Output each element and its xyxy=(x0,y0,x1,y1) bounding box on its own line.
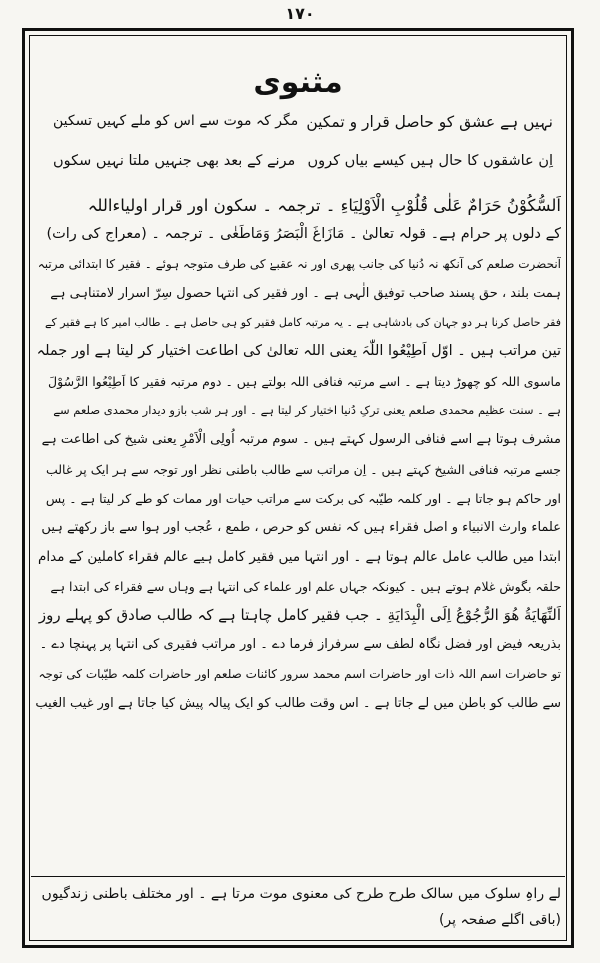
prose-line: علماء وارث الانبیاء و اصل فقراء ہیں کہ نفس کو حرص ، طمع ، عُجب اور ہوا سے باز رکھتے ہیں xyxy=(41,520,561,536)
prose-line: ابتدا میں طالب عامل عالم ہوتا ہے ۔ اور انتہا میں فقیر کامل ہیے عالم فقراء کاملین کے مدام xyxy=(38,548,561,565)
prose-line: ہمت بلند ، حق پسند صاحب توفیق الٰہی ہے ۔ اور فقیر کی انتہا حصول سِرّ اسرار لامتناہی ہے xyxy=(50,285,561,301)
prose-line: کے دلوں پر حرام ہے۔ قولہ تعالیٰ ۔ مَازَاغَ الْبَصَرُ وَمَاطَغٰی ۔ ترجمہ ۔ (معراج کی رات) xyxy=(46,226,561,243)
verse-1-right: نہیں ہے عشق کو حاصل قرار و تمکین xyxy=(306,113,553,131)
prose-line: بذریعہ فیض اور فضل نگاہ لطف سے سرفراز فرما دے ۔ اور مراتب فقیری کی انتہا پر پہنچا دے ۔ xyxy=(39,637,561,653)
prose-line: مشرف ہوتا ہے اسے فنافی الرسول کہتے ہیں ۔ سوم مرتبہ اُولِی الْاَمْرِ یعنی شیخ کی اطاعت ہے xyxy=(41,432,561,448)
verse-1-left: مگر کہ موت سے اس کو ملے کہیں تسکین xyxy=(53,113,299,129)
prose-line: تین مراتب ہیں ۔ اوّل اَطِیْعُوا اللّٰہَ یعنی اللہ تعالیٰ کی اطاعت اختیار کر لیتا ہے اور جملہ xyxy=(36,343,561,360)
prose-line: اور حاکم ہو جاتا ہے ۔ اور کلمہ طیّبہ کی برکت سے مراتب حیات اور ممات کو طے کر لیتا ہے ۔ پس xyxy=(45,490,561,506)
page-frame xyxy=(22,28,574,948)
prose-line: حلقہ بگوش غلام ہوتے ہیں ۔ کیونکہ جہاں علم اور علماء کی انتہا ہے وہاں سے فقراء کی ابتدا ہے xyxy=(50,578,561,594)
prose-line: تو حاضرات اسم اللہ ذات اور حاضرات اسم محمد سرور کائنات صلعم اور حاضرات کلمہ طیّبات کی توجہ xyxy=(38,666,561,681)
prose-line: سے طالب کو باطن میں لے جاتا ہے ۔ اس وقت طالب کو ایک پیالہ پیش کیا جاتا ہے اور غیب الغیب xyxy=(35,696,561,712)
prose-line: جسے مرتبہ فنافی الشیخ کہتے ہیں ۔ اِن مراتب سے طالب باطنی نظر اور توجہ سے ہر ایک پر غالب xyxy=(45,461,561,477)
footnote-divider xyxy=(31,876,565,877)
prose-line: ہے ۔ سنت عظیم محمدی صلعم یعنی ترکِ دُنیا اختیار کر لیتا ہے ۔ اور ہر شب بازو دیدار محمدی صلعم سے xyxy=(53,403,561,418)
prose-line: فقر حاصل کرنا ہر دو جہان کی بادشاہی ہے ۔ یہ مرتبہ کامل فقیر کو ہی حاصل ہے ۔ طالب امیر کا ہے فقیر کے xyxy=(45,316,561,330)
footnote: لے راہِ سلوک میں سالک طرح طرح کی معنوی موت مرتا ہے ۔ اور مختلف باطنی زندگیوں (باقی اگلے صفحہ پر) xyxy=(41,886,561,928)
verse-2-left: مرنے کے بعد بھی جنہیں ملتا نہیں سکوں xyxy=(53,153,296,169)
prose-body xyxy=(35,191,561,718)
prose-line: اَلسُّکُوْنُ حَرَامٌ عَلٰی قُلُوْبِ الْاَوْلِیَاءِ ۔ ترجمہ ۔ سکون اور قرار اولیاءاللہ xyxy=(87,196,561,215)
prose-line: اَلنِّهَایَةُ هُوَ الرُّجُوْعُ اِلَی الْبِدَایَةِ ۔ جب فقیر کامل چاہتا ہے کہ طالب صادق کو پہلے روز xyxy=(38,606,561,625)
prose-line: ماسوی اللہ کو چھوڑ دیتا ہے ۔ اسے مرتبہ فنافی اللہ بولتے ہیں ۔ دوم مرتبہ فقیر کا اَطِیْعُوا الرَّسُوْلَ xyxy=(48,373,561,389)
verse-2-right: اِن عاشقوں کا حال ہیں کیسے بیاں کروں xyxy=(307,153,553,169)
prose-line: آنحضرت صلعم کی آنکھ نہ دُنیا کی جانب پھری اور نہ عقبےٰ کی طرف متوجہ ہوئے ۔ فقیر کا ابتدائی مرتبہ xyxy=(37,256,561,271)
page-number: ۱۷۰ xyxy=(285,4,315,23)
heading-masnavi: مثنوی xyxy=(253,65,343,100)
